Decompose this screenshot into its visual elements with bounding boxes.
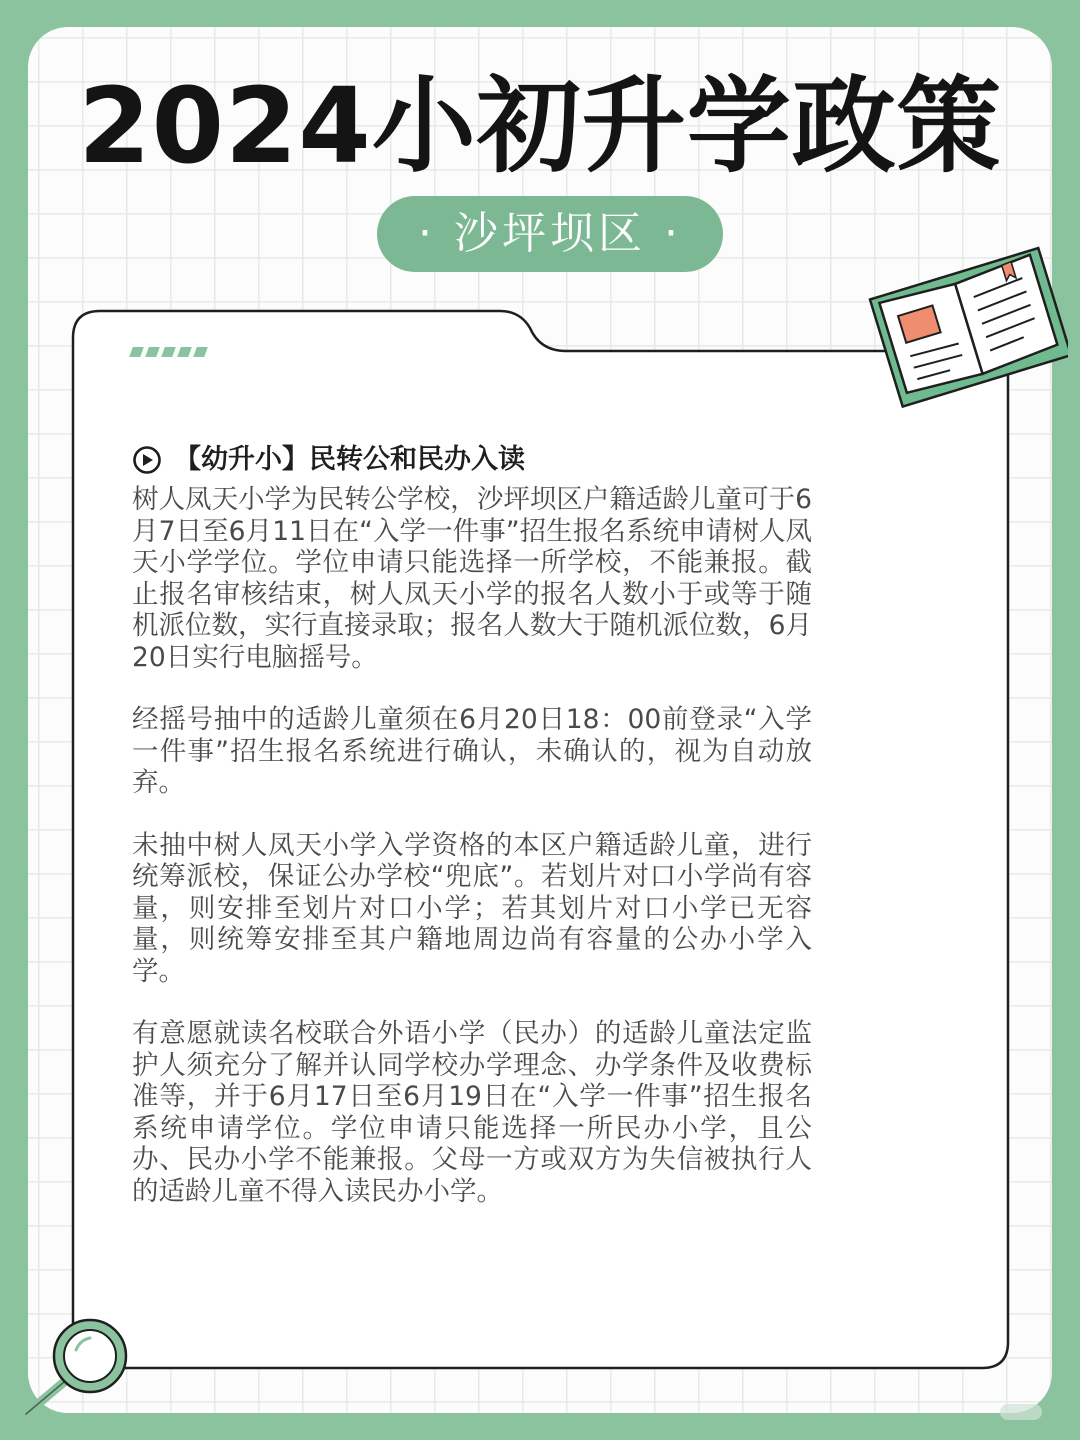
paragraph-4: 有意愿就读名校联合外语小学（民办）的适龄儿童法定监护人须充分了解并认同学校办学理念、办学条件及收费标准等，并于6月17日至6月19日在“入学一件事”招生报名系统申请学位。学位申请只能选择一所民办小学，且公办、民办小学不能兼报。父母一方或双方为失信被执行人的适龄儿童不得入读民办小学。 (132, 1018, 812, 1207)
section-heading (132, 440, 812, 480)
magnifier-icon (10, 1310, 140, 1425)
decorative-dashes (131, 347, 206, 357)
paragraph-3: 未抽中树人凤天小学入学资格的本区户籍适龄儿童，进行统筹派校，保证公办学校“兜底”。若划片对口小学尚有容量，则安排至划片对口小学；若其划片对口小学已无容量，则统筹安排至其户籍地周边尚有容量的公办小学入学。 (132, 829, 812, 987)
watermark (1000, 1404, 1042, 1420)
paragraph-2: 经摇号抽中的适龄儿童须在6月20日18：00前登录“入学一件事”招生报名系统进行确认，未确认的，视为自动放弃。 (132, 704, 812, 798)
open-book-icon (868, 238, 1068, 413)
section-heading-text: 【幼升小】民转公和民办入读 (174, 444, 525, 475)
policy-content (132, 440, 812, 1238)
page-title: 2024小初升学政策 (78, 65, 1002, 187)
play-circle-icon (132, 445, 162, 475)
district-badge: · 沙坪坝区 · (377, 196, 723, 272)
paragraph-1: 树人凤天小学为民转公学校，沙坪坝区户籍适龄儿童可于6月7日至6月11日在“入学一件事”招生报名系统申请树人凤天小学学位。学位申请只能选择一所学校，不能兼报。截止报名审核结束，树人凤天小学的报名人数小于或等于随机派位数，实行直接录取；报名人数大于随机派位数，6月20日实行电脑摇号。 (132, 484, 812, 673)
